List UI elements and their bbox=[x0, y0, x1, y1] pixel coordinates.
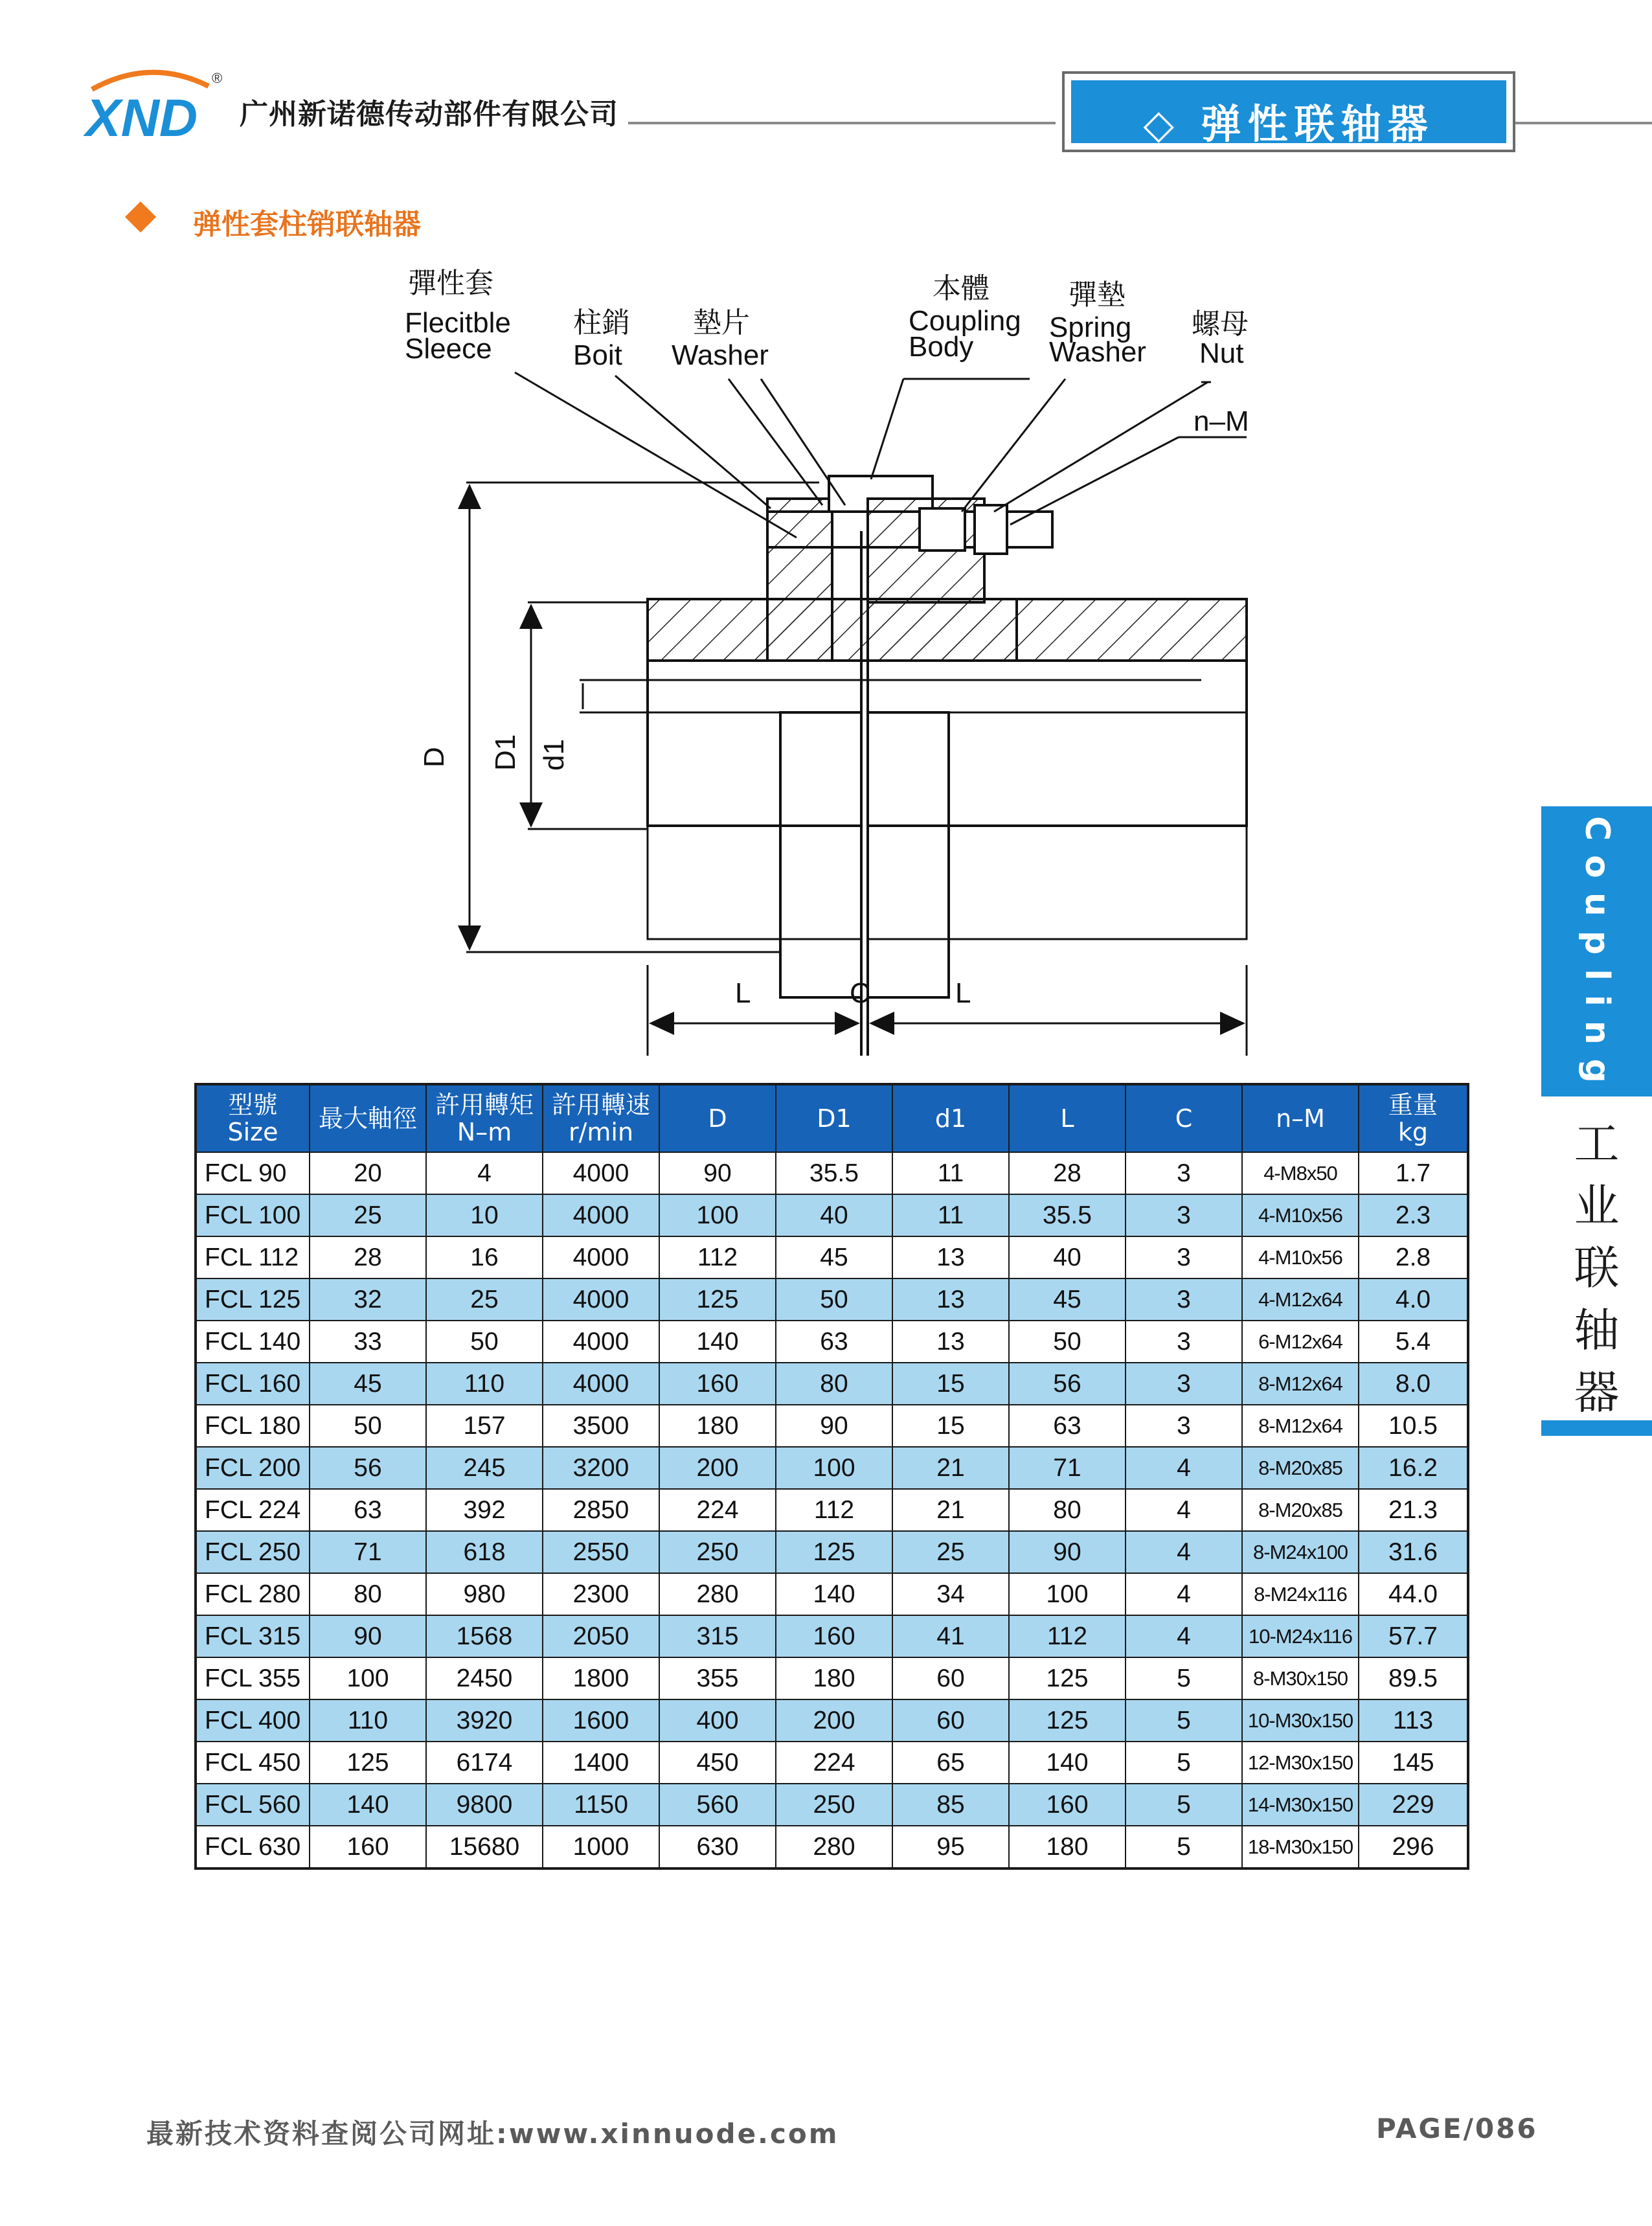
column-header bbox=[1242, 1084, 1359, 1152]
table-cell: 1.7 bbox=[1359, 1152, 1468, 1194]
table-cell: 4 bbox=[426, 1152, 543, 1194]
label-D1: D1 bbox=[490, 734, 521, 771]
label-body-en1: Coupling bbox=[909, 305, 1021, 337]
table-cell: 21 bbox=[892, 1489, 1009, 1531]
table-header-row bbox=[196, 1084, 1468, 1152]
table-cell: 25 bbox=[310, 1194, 426, 1236]
table-cell: 4 bbox=[1126, 1489, 1242, 1531]
label-L-left: L bbox=[735, 977, 751, 1009]
table-cell: 33 bbox=[310, 1321, 426, 1363]
table-cell: FCL 280 bbox=[196, 1573, 310, 1615]
table-cell: 40 bbox=[1009, 1236, 1126, 1278]
table-cell: 100 bbox=[1009, 1573, 1126, 1615]
table-cell: 3 bbox=[1126, 1363, 1242, 1405]
table-cell: 200 bbox=[776, 1699, 892, 1742]
table-cell: 200 bbox=[659, 1447, 776, 1489]
table-cell: 2850 bbox=[543, 1489, 659, 1531]
registered-mark: ® bbox=[212, 70, 223, 86]
table-cell: 16 bbox=[426, 1236, 543, 1278]
table-cell: FCL 140 bbox=[196, 1321, 310, 1363]
table-cell: 4 bbox=[1126, 1447, 1242, 1489]
table-cell: 5 bbox=[1126, 1742, 1242, 1784]
label-body-en2: Body bbox=[909, 331, 974, 363]
table-cell: 20 bbox=[310, 1152, 426, 1194]
table-cell: FCL 224 bbox=[196, 1489, 310, 1531]
table-cell: 2.3 bbox=[1359, 1194, 1468, 1236]
table-cell: 80 bbox=[776, 1363, 892, 1405]
page-number: PAGE/086 bbox=[1376, 2113, 1538, 2144]
table-cell: 140 bbox=[1009, 1742, 1126, 1784]
column-header-cn: 重量 bbox=[1388, 1091, 1438, 1119]
table-cell: 3 bbox=[1126, 1321, 1242, 1363]
table-cell: 63 bbox=[1009, 1405, 1126, 1447]
table-cell: FCL 630 bbox=[196, 1826, 310, 1868]
table-row bbox=[196, 1699, 1468, 1742]
table-cell: 50 bbox=[776, 1278, 892, 1321]
side-char: 轴 bbox=[1574, 1304, 1620, 1357]
table-row bbox=[196, 1742, 1468, 1784]
table-cell: FCL 450 bbox=[196, 1742, 310, 1784]
table-cell: 4 bbox=[1126, 1531, 1242, 1573]
table-cell: FCL 160 bbox=[196, 1363, 310, 1405]
label-spring-en1: Spring bbox=[1049, 312, 1132, 343]
table-cell: 63 bbox=[310, 1489, 426, 1531]
table-cell: 280 bbox=[659, 1573, 776, 1615]
table-cell: 10-M24x116 bbox=[1242, 1615, 1359, 1657]
table-cell: FCL 200 bbox=[196, 1447, 310, 1489]
side-char: 业 bbox=[1574, 1179, 1620, 1232]
table-cell: 85 bbox=[892, 1784, 1009, 1826]
label-L-right: L bbox=[955, 977, 971, 1009]
table-cell: 4000 bbox=[543, 1152, 659, 1194]
table-cell: 4-M12x64 bbox=[1242, 1278, 1359, 1321]
table-row bbox=[196, 1573, 1468, 1615]
table-cell: 2450 bbox=[426, 1657, 543, 1699]
table-cell: 45 bbox=[1009, 1278, 1126, 1321]
table-cell: 5 bbox=[1126, 1826, 1242, 1868]
table-cell: 5 bbox=[1126, 1784, 1242, 1826]
table-row bbox=[196, 1784, 1468, 1826]
table-row bbox=[196, 1447, 1468, 1489]
table-cell: 21.3 bbox=[1359, 1489, 1468, 1531]
table-cell: 6174 bbox=[426, 1742, 543, 1784]
table-cell: 112 bbox=[1009, 1615, 1126, 1657]
table-cell: 980 bbox=[426, 1573, 543, 1615]
table-cell: 4000 bbox=[543, 1363, 659, 1405]
table-cell: 4-M10x56 bbox=[1242, 1194, 1359, 1236]
table-cell: 6-M12x64 bbox=[1242, 1321, 1359, 1363]
column-header-cn: L bbox=[1060, 1104, 1074, 1133]
label-nut-en: Nut bbox=[1199, 337, 1244, 369]
table-cell: 34 bbox=[892, 1573, 1009, 1615]
logo-text: XND bbox=[85, 89, 198, 148]
table-cell: 4000 bbox=[543, 1236, 659, 1278]
table-cell: 3200 bbox=[543, 1447, 659, 1489]
table-cell: 160 bbox=[310, 1826, 426, 1868]
footer-website: 最新技术资料查阅公司网址:www.xinnuode.com bbox=[146, 2118, 839, 2150]
column-header bbox=[776, 1084, 892, 1152]
column-header bbox=[659, 1084, 776, 1152]
table-cell: 90 bbox=[776, 1405, 892, 1447]
column-header-cn: n–M bbox=[1276, 1104, 1325, 1133]
table-cell: 2300 bbox=[543, 1573, 659, 1615]
label-sleeve-cn: 彈性套 bbox=[408, 267, 493, 299]
side-char: 联 bbox=[1574, 1242, 1620, 1295]
table-cell: 112 bbox=[659, 1236, 776, 1278]
table-cell: 8.0 bbox=[1359, 1363, 1468, 1405]
column-header bbox=[543, 1084, 659, 1152]
label-bolt-cn: 柱銷 bbox=[573, 307, 630, 339]
table-cell: 1800 bbox=[543, 1657, 659, 1699]
table-cell: 392 bbox=[426, 1489, 543, 1531]
header-divider-right bbox=[1515, 122, 1652, 124]
table-cell: 100 bbox=[659, 1194, 776, 1236]
table-cell: 2050 bbox=[543, 1615, 659, 1657]
table-cell: 1568 bbox=[426, 1615, 543, 1657]
side-tab-english: Coupling bbox=[1578, 816, 1616, 1098]
table-cell: 25 bbox=[426, 1278, 543, 1321]
table-cell: 10.5 bbox=[1359, 1405, 1468, 1447]
table-cell: 63 bbox=[776, 1321, 892, 1363]
table-cell: 1150 bbox=[543, 1784, 659, 1826]
table-cell: 3920 bbox=[426, 1699, 543, 1742]
table-cell: 31.6 bbox=[1359, 1531, 1468, 1573]
table-cell: 13 bbox=[892, 1236, 1009, 1278]
table-cell: 1000 bbox=[543, 1826, 659, 1868]
table-cell: 110 bbox=[310, 1699, 426, 1742]
column-header bbox=[1126, 1084, 1242, 1152]
column-header bbox=[196, 1084, 310, 1152]
table-cell: 80 bbox=[1009, 1489, 1126, 1531]
table-cell: 125 bbox=[776, 1531, 892, 1573]
table-row bbox=[196, 1152, 1468, 1194]
table-cell: 80 bbox=[310, 1573, 426, 1615]
table-cell: 560 bbox=[659, 1784, 776, 1826]
label-spring-cn: 彈墊 bbox=[1069, 279, 1126, 311]
table-row bbox=[196, 1236, 1468, 1278]
table-cell: 65 bbox=[892, 1742, 1009, 1784]
table-cell: 3 bbox=[1126, 1278, 1242, 1321]
side-tab-bar bbox=[1541, 1420, 1652, 1436]
table-cell: 9800 bbox=[426, 1784, 543, 1826]
table-row bbox=[196, 1405, 1468, 1447]
table-cell: 113 bbox=[1359, 1699, 1468, 1742]
table-cell: 3500 bbox=[543, 1405, 659, 1447]
label-spring-en2: Washer bbox=[1049, 336, 1146, 368]
table-cell: 41 bbox=[892, 1615, 1009, 1657]
table-cell: 5 bbox=[1126, 1657, 1242, 1699]
header-divider bbox=[628, 122, 1056, 124]
label-C: C bbox=[850, 977, 870, 1009]
column-header bbox=[1359, 1084, 1468, 1152]
table-cell: 90 bbox=[1009, 1531, 1126, 1573]
column-header-cn: D1 bbox=[817, 1104, 852, 1133]
table-cell: FCL 315 bbox=[196, 1615, 310, 1657]
table-cell: 12-M30x150 bbox=[1242, 1742, 1359, 1784]
column-header-cn: D bbox=[708, 1104, 727, 1133]
label-bolt-en: Boit bbox=[573, 339, 622, 371]
table-row bbox=[196, 1363, 1468, 1405]
table-cell: 245 bbox=[426, 1447, 543, 1489]
table-cell: 15 bbox=[892, 1405, 1009, 1447]
table-cell: 8-M12x64 bbox=[1242, 1405, 1359, 1447]
table-cell: 2550 bbox=[543, 1531, 659, 1573]
table-cell: 4000 bbox=[543, 1278, 659, 1321]
column-header-en: kg bbox=[1397, 1118, 1429, 1146]
table-cell: 2.8 bbox=[1359, 1236, 1468, 1278]
table-cell: 13 bbox=[892, 1321, 1009, 1363]
table-cell: 250 bbox=[776, 1784, 892, 1826]
column-header-en: N–m bbox=[457, 1118, 512, 1146]
table-cell: 57.7 bbox=[1359, 1615, 1468, 1657]
table-cell: FCL 250 bbox=[196, 1531, 310, 1573]
table-cell: 125 bbox=[310, 1742, 426, 1784]
column-header bbox=[1009, 1084, 1126, 1152]
table-cell: 1600 bbox=[543, 1699, 659, 1742]
label-washer-en: Washer bbox=[672, 339, 769, 371]
column-header-cn: 型號 bbox=[228, 1091, 278, 1119]
label-nm: n–M bbox=[1194, 405, 1249, 437]
page-title: ◇ 弹性联轴器 bbox=[1143, 100, 1434, 148]
table-cell: 13 bbox=[892, 1278, 1009, 1321]
column-header-en: Size bbox=[227, 1118, 278, 1146]
table-cell: 15680 bbox=[426, 1826, 543, 1868]
table-cell: 224 bbox=[776, 1742, 892, 1784]
company-name: 广州新诺德传动部件有限公司 bbox=[240, 98, 618, 131]
label-D: D bbox=[418, 747, 450, 767]
table-cell: 10 bbox=[426, 1194, 543, 1236]
spec-table-wrap bbox=[194, 1083, 1467, 1870]
table-cell: 10-M30x150 bbox=[1242, 1699, 1359, 1742]
table-cell: 125 bbox=[659, 1278, 776, 1321]
table-cell: 157 bbox=[426, 1405, 543, 1447]
table-cell: 280 bbox=[776, 1826, 892, 1868]
table-cell: 50 bbox=[310, 1405, 426, 1447]
table-cell: 71 bbox=[1009, 1447, 1126, 1489]
table-cell: 89.5 bbox=[1359, 1657, 1468, 1699]
table-cell: 160 bbox=[776, 1615, 892, 1657]
table-cell: 28 bbox=[1009, 1152, 1126, 1194]
table-cell: 140 bbox=[659, 1321, 776, 1363]
table-cell: FCL 112 bbox=[196, 1236, 310, 1278]
table-cell: 28 bbox=[310, 1236, 426, 1278]
table-row bbox=[196, 1826, 1468, 1868]
column-header-cn: 許用轉速 bbox=[551, 1091, 650, 1119]
table-cell: 90 bbox=[310, 1615, 426, 1657]
table-cell: 21 bbox=[892, 1447, 1009, 1489]
page-title-box bbox=[1062, 71, 1515, 152]
label-sleeve-en2: Sleece bbox=[405, 333, 492, 365]
section-diamond-icon bbox=[125, 201, 156, 233]
label-sleeve-en1: Flecitble bbox=[405, 307, 511, 339]
column-header-cn: 許用轉矩 bbox=[435, 1091, 534, 1119]
table-cell: 14-M30x150 bbox=[1242, 1784, 1359, 1826]
table-cell: 400 bbox=[659, 1699, 776, 1742]
column-header-cn: 最大軸徑 bbox=[318, 1104, 417, 1133]
table-cell: 180 bbox=[659, 1405, 776, 1447]
table-row bbox=[196, 1657, 1468, 1699]
table-cell: 224 bbox=[659, 1489, 776, 1531]
table-cell: 100 bbox=[310, 1657, 426, 1699]
table-cell: 180 bbox=[776, 1657, 892, 1699]
table-body bbox=[196, 1152, 1468, 1868]
table-cell: FCL 90 bbox=[196, 1152, 310, 1194]
table-cell: 56 bbox=[1009, 1363, 1126, 1405]
table-cell: 8-M12x64 bbox=[1242, 1363, 1359, 1405]
table-cell: 4 bbox=[1126, 1573, 1242, 1615]
table-cell: 45 bbox=[776, 1236, 892, 1278]
table-cell: 8-M20x85 bbox=[1242, 1447, 1359, 1489]
table-row bbox=[196, 1321, 1468, 1363]
table-cell: 35.5 bbox=[776, 1152, 892, 1194]
table-cell: 450 bbox=[659, 1742, 776, 1784]
company-logo bbox=[79, 63, 229, 148]
table-cell: FCL 560 bbox=[196, 1784, 310, 1826]
table-cell: 1400 bbox=[543, 1742, 659, 1784]
table-cell: 44.0 bbox=[1359, 1573, 1468, 1615]
table-cell: 4000 bbox=[543, 1194, 659, 1236]
spec-table bbox=[194, 1083, 1469, 1870]
table-cell: 250 bbox=[659, 1531, 776, 1573]
table-cell: 50 bbox=[426, 1321, 543, 1363]
column-header bbox=[426, 1084, 543, 1152]
table-cell: 140 bbox=[310, 1784, 426, 1826]
table-cell: 355 bbox=[659, 1657, 776, 1699]
table-cell: 5.4 bbox=[1359, 1321, 1468, 1363]
table-cell: 50 bbox=[1009, 1321, 1126, 1363]
table-cell: 15 bbox=[892, 1363, 1009, 1405]
table-row bbox=[196, 1615, 1468, 1657]
table-cell: 296 bbox=[1359, 1826, 1468, 1868]
table-cell: 11 bbox=[892, 1194, 1009, 1236]
table-row bbox=[196, 1194, 1468, 1236]
table-cell: 45 bbox=[310, 1363, 426, 1405]
table-cell: FCL 100 bbox=[196, 1194, 310, 1236]
table-cell: 8-M24x100 bbox=[1242, 1531, 1359, 1573]
table-cell: FCL 400 bbox=[196, 1699, 310, 1742]
table-cell: 11 bbox=[892, 1152, 1009, 1194]
table-cell: 35.5 bbox=[1009, 1194, 1126, 1236]
table-cell: 71 bbox=[310, 1531, 426, 1573]
table-cell: 4-M8x50 bbox=[1242, 1152, 1359, 1194]
table-cell: 145 bbox=[1359, 1742, 1468, 1784]
column-header-cn: C bbox=[1175, 1104, 1193, 1133]
section-title: 弹性套柱销联轴器 bbox=[193, 208, 421, 241]
label-body-cn: 本體 bbox=[933, 273, 990, 304]
table-cell: 3 bbox=[1126, 1194, 1242, 1236]
column-header bbox=[310, 1084, 426, 1152]
side-char: 器 bbox=[1574, 1366, 1620, 1419]
table-cell: 56 bbox=[310, 1447, 426, 1489]
table-cell: FCL 125 bbox=[196, 1278, 310, 1321]
table-row bbox=[196, 1278, 1468, 1321]
table-cell: 4.0 bbox=[1359, 1278, 1468, 1321]
table-cell: FCL 180 bbox=[196, 1405, 310, 1447]
table-cell: 40 bbox=[776, 1194, 892, 1236]
column-header bbox=[892, 1084, 1009, 1152]
table-cell: 60 bbox=[892, 1657, 1009, 1699]
table-cell: 618 bbox=[426, 1531, 543, 1573]
table-cell: 229 bbox=[1359, 1784, 1468, 1826]
table-cell: 32 bbox=[310, 1278, 426, 1321]
table-cell: 125 bbox=[1009, 1699, 1126, 1742]
table-cell: 3 bbox=[1126, 1236, 1242, 1278]
table-cell: 110 bbox=[426, 1363, 543, 1405]
table-cell: 8-M30x150 bbox=[1242, 1657, 1359, 1699]
label-washer-cn: 墊片 bbox=[693, 307, 750, 339]
table-cell: 25 bbox=[892, 1531, 1009, 1573]
label-nut-cn: 螺母 bbox=[1192, 308, 1249, 340]
table-cell: 160 bbox=[659, 1363, 776, 1405]
table-cell: 60 bbox=[892, 1699, 1009, 1742]
table-cell: 140 bbox=[776, 1573, 892, 1615]
column-header-en: r/min bbox=[568, 1118, 634, 1146]
table-cell: 5 bbox=[1126, 1699, 1242, 1742]
table-cell: 90 bbox=[659, 1152, 776, 1194]
table-cell: 3 bbox=[1126, 1152, 1242, 1194]
label-d1: d1 bbox=[538, 739, 570, 771]
table-cell: 125 bbox=[1009, 1657, 1126, 1699]
table-cell: 180 bbox=[1009, 1826, 1126, 1868]
table-cell: 630 bbox=[659, 1826, 776, 1868]
table-cell: 4 bbox=[1126, 1615, 1242, 1657]
table-cell: 315 bbox=[659, 1615, 776, 1657]
table-row bbox=[196, 1489, 1468, 1531]
table-cell: 18-M30x150 bbox=[1242, 1826, 1359, 1868]
table-cell: 8-M24x116 bbox=[1242, 1573, 1359, 1615]
table-cell: 160 bbox=[1009, 1784, 1126, 1826]
table-cell: FCL 355 bbox=[196, 1657, 310, 1699]
table-cell: 4000 bbox=[543, 1321, 659, 1363]
table-cell: 95 bbox=[892, 1826, 1009, 1868]
table-cell: 4-M10x56 bbox=[1242, 1236, 1359, 1278]
side-char: 工 bbox=[1574, 1117, 1620, 1170]
table-cell: 16.2 bbox=[1359, 1447, 1468, 1489]
table-cell: 112 bbox=[776, 1489, 892, 1531]
table-row bbox=[196, 1531, 1468, 1573]
side-tab-chinese bbox=[1541, 1113, 1652, 1424]
table-cell: 100 bbox=[776, 1447, 892, 1489]
column-header-cn: d1 bbox=[934, 1104, 967, 1133]
coupling-diagram bbox=[165, 253, 1480, 1056]
table-cell: 8-M20x85 bbox=[1242, 1489, 1359, 1531]
table-cell: 3 bbox=[1126, 1405, 1242, 1447]
